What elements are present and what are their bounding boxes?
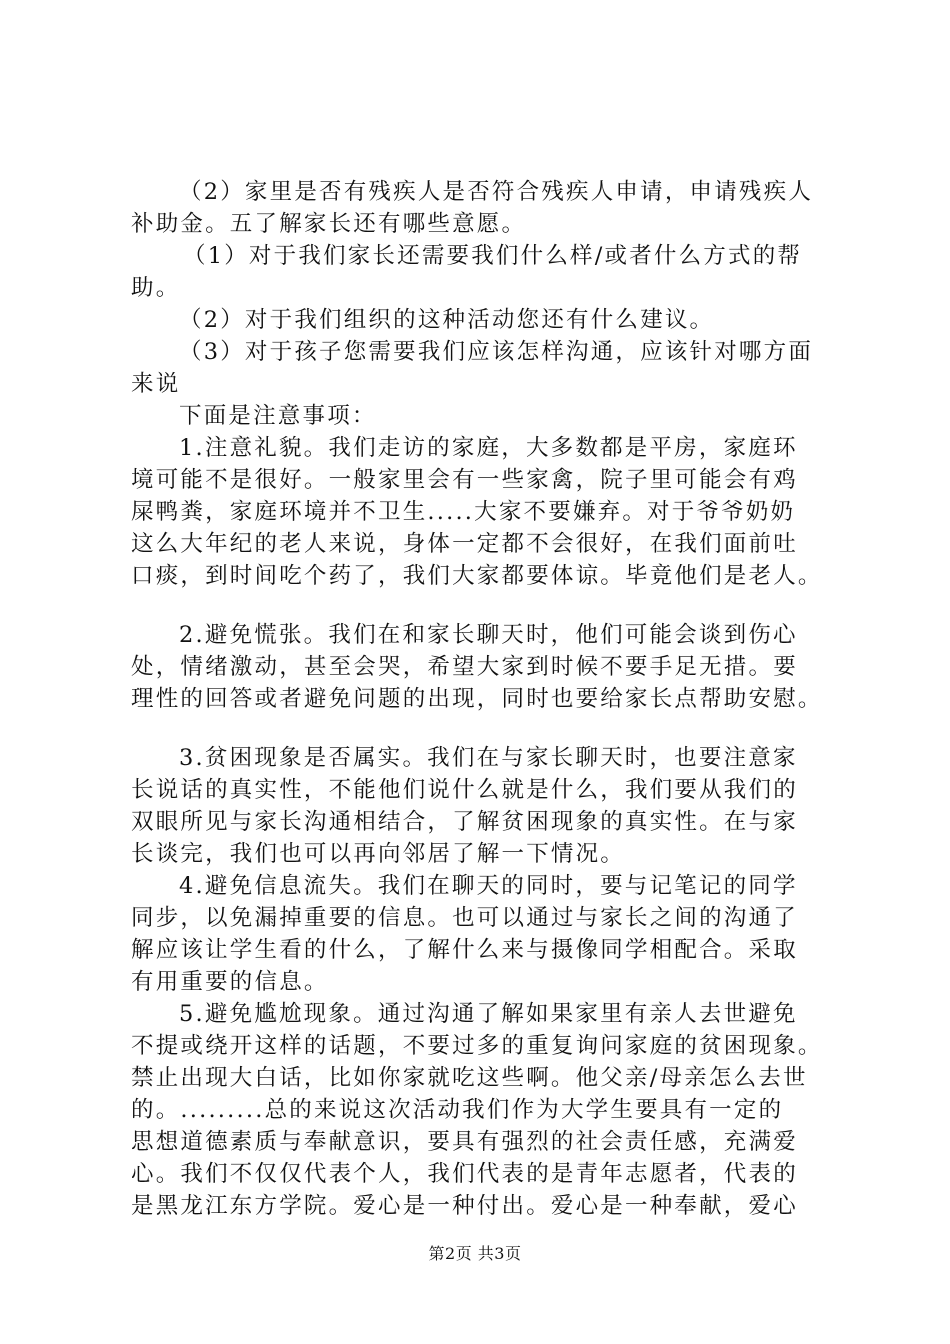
text-line: （2）家里是否有残疾人是否符合残疾人申请，申请残疾人 <box>179 179 814 205</box>
text-line: 禁止出现大白话，比如你家就吃这些啊。他父亲/母亲怎么去世 <box>131 1065 808 1091</box>
text-line: 解应该让学生看的什么，了解什么来与摄像同学相配合。采取 <box>131 937 798 963</box>
text-line: 来说 <box>131 371 181 397</box>
text-line: 1.注意礼貌。我们走访的家庭，大多数都是平房，家庭环 <box>179 435 798 461</box>
text-line: 下面是注意事项： <box>179 403 377 429</box>
text-line: （3）对于孩子您需要我们应该怎样沟通，应该针对哪方面 <box>179 339 814 365</box>
text-line: 不提或绕开这样的话题，不要过多的重复询问家庭的贫困现象。 <box>131 1033 823 1059</box>
text-line: 理性的回答或者避免问题的出现，同时也要给家长点帮助安慰。 <box>131 686 823 712</box>
text-line: 思想道德素质与奉献意识，要具有强烈的社会责任感，充满爱 <box>131 1129 798 1155</box>
text-line: 这么大年纪的老人来说，身体一定都不会很好，在我们面前吐 <box>131 531 798 557</box>
paragraph-gap <box>131 592 831 619</box>
text-line: 处，情绪激动，甚至会哭，希望大家到时候不要手足无措。要 <box>131 654 798 680</box>
text-line: 双眼所见与家长沟通相结合，了解贫困现象的真实性。在与家 <box>131 809 798 835</box>
text-line: 口痰，到时间吃个药了，我们大家都要体谅。毕竟他们是老人。 <box>131 563 823 589</box>
text-line: 3.贫困现象是否属实。我们在与家长聊天时，也要注意家 <box>179 745 798 771</box>
text-line: 的。.........总的来说这次活动我们作为大学生要具有一定的 <box>131 1097 784 1123</box>
paragraph-gap <box>131 715 831 742</box>
text-line: 屎鸭粪，家庭环境并不卫生.....大家不要嫌弃。对于爷爷奶奶 <box>131 499 796 525</box>
text-line: 同步，以免漏掉重要的信息。也可以通过与家长之间的沟通了 <box>131 905 798 931</box>
page-number-footer: 第2页 共3页 <box>428 1244 522 1263</box>
text-line: 4.避免信息流失。我们在聊天的同时，要与记笔记的同学 <box>179 873 798 899</box>
text-line: 2.避免慌张。我们在和家长聊天时，他们可能会谈到伤心 <box>179 622 798 648</box>
text-line: 长说话的真实性，不能他们说什么就是什么，我们要从我们的 <box>131 777 798 803</box>
text-line: （1）对于我们家长还需要我们什么样/或者什么方式的帮 <box>183 243 803 269</box>
document-body <box>131 176 831 1222</box>
text-line: 长谈完，我们也可以再向邻居了解一下情况。 <box>131 841 626 867</box>
text-line: （2）对于我们组织的这种活动您还有什么建议。 <box>179 307 715 333</box>
text-line: 有用重要的信息。 <box>131 969 329 995</box>
text-line: 补助金。五了解家长还有哪些意愿。 <box>131 211 527 237</box>
text-line: 5.避免尴尬现象。通过沟通了解如果家里有亲人去世避免 <box>179 1001 798 1027</box>
text-line: 心。我们不仅仅代表个人，我们代表的是青年志愿者，代表的 <box>131 1161 798 1187</box>
text-line: 助。 <box>131 275 181 301</box>
text-line: 是黑龙江东方学院。爱心是一种付出。爱心是一种奉献，爱心 <box>131 1193 798 1219</box>
text-line: 境可能不是很好。一般家里会有一些家禽，院子里可能会有鸡 <box>131 467 798 493</box>
